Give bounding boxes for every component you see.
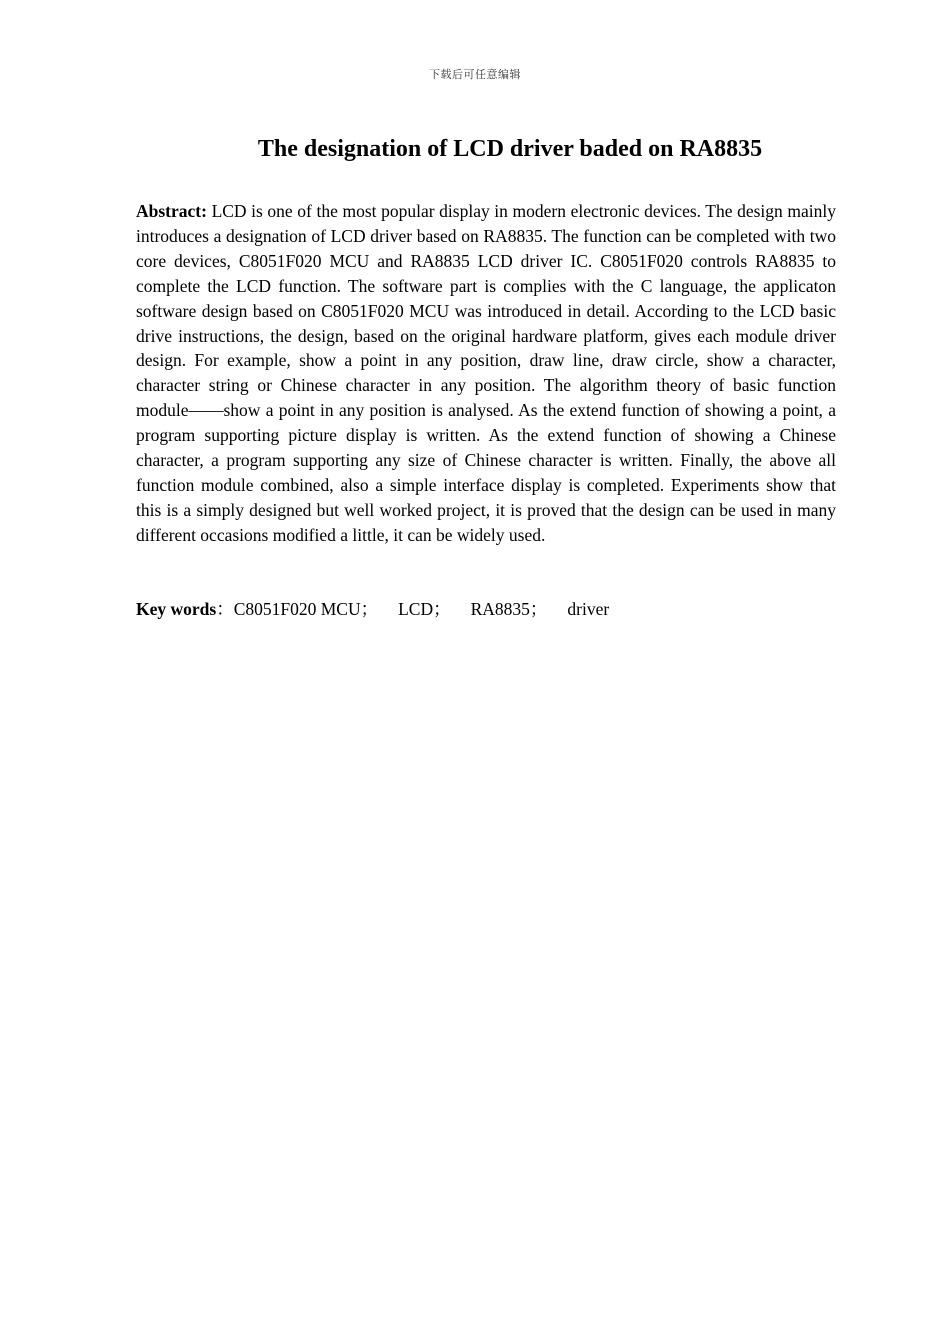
keyword-item: RA8835；	[470, 599, 548, 619]
keyword-item: driver	[567, 599, 610, 619]
keywords-label: Key words	[136, 599, 217, 619]
abstract-paragraph	[136, 199, 836, 548]
keyword-item: C8051F020 MCU；	[233, 599, 379, 619]
abstract-label: Abstract:	[136, 201, 207, 221]
abstract-text: LCD is one of the most popular display in modern electronic devices. The design mainly introduces a designation of LCD driver based on RA8835. The function can be completed with two core devices, C8051F020 MCU and RA8835 LCD driver IC. C8051F020 controls RA8835 to complete the LCD function. The software part is complies with the C language, the applicaton software design based on C8051F020 MCU was introduced in detail. According to the LCD basic drive instructions, the design, based on the original hardware platform, gives each module driver design. For example, show a point in any position, draw line, draw circle, show a character, character string or Chinese character in any position. The algorithm theory of basic function module——show a point in any position is analysed. As the extend function of showing a point, a program supporting picture display is written. As the extend function of showing a Chinese character, a program supporting any size of Chinese character is written. Finally, the above all function module combined, also a simple interface display is completed. Experiments show that this is a simply designed but well worked project, it is proved that the design can be used in many different occasions modified a little, it can be widely used.	[136, 201, 837, 545]
document-title: The designation of LCD driver baded on RA8835	[257, 136, 763, 162]
header-note: 下载后可任意编辑	[429, 68, 521, 81]
keywords-colon: ：	[216, 599, 234, 619]
keywords-line	[136, 597, 836, 622]
keyword-item: LCD；	[398, 599, 451, 619]
